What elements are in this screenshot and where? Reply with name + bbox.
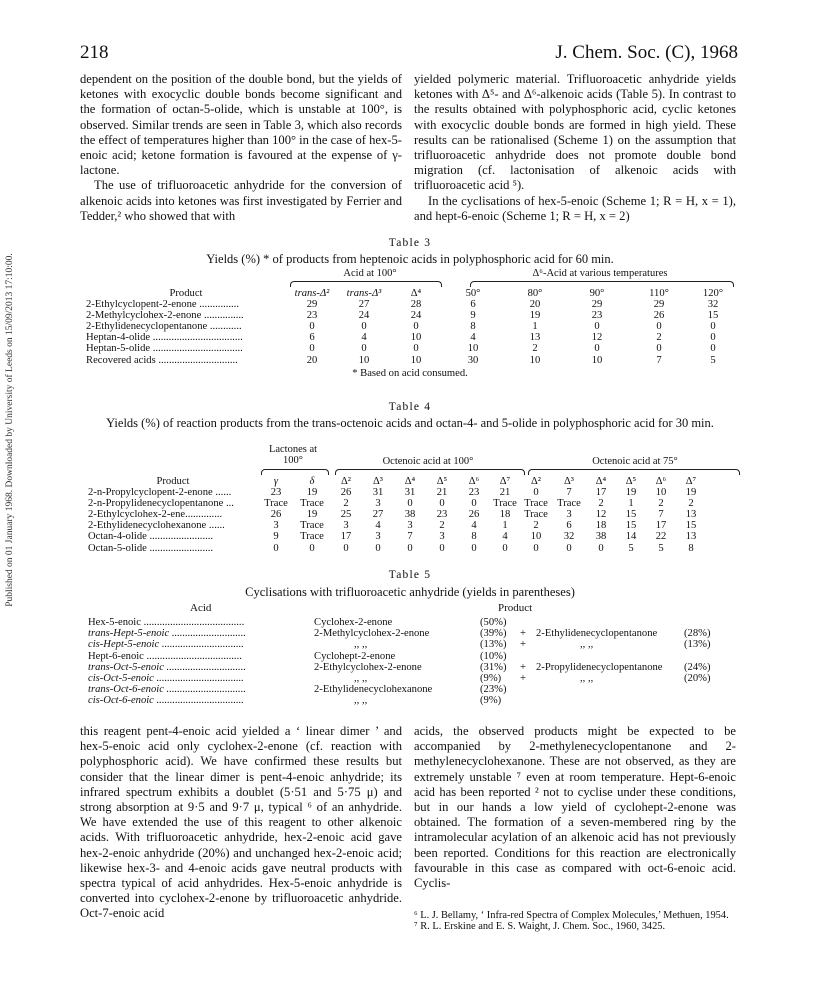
cell: 13 — [685, 531, 697, 543]
table5-product2: 2-Propylidenecyclopentanone — [536, 661, 663, 673]
cell: 3 — [439, 531, 445, 543]
table3-group-brace — [470, 281, 734, 287]
table5-acid: cis-Oct-5-enoic ................................. — [88, 672, 244, 684]
cell: 0 — [439, 542, 445, 554]
cell: 10 — [358, 354, 370, 366]
cell: 29 — [591, 299, 603, 311]
table3-caption: Yields (%) * of products from heptenoic acids in polyphosphoric acid for 60 min. — [206, 252, 614, 266]
cell: 21 — [436, 487, 448, 499]
header-cell: Δ⁴ — [595, 476, 607, 487]
table3 — [86, 288, 736, 366]
table4-group-brace — [528, 469, 740, 475]
table3-footnote: * Based on acid consumed. — [352, 368, 468, 379]
cell: 10 — [529, 354, 541, 366]
cell: 0 — [309, 542, 315, 554]
cell: 0 — [502, 542, 508, 554]
cell: 2 — [533, 520, 539, 532]
cell: 25 — [340, 509, 352, 521]
references — [414, 910, 736, 933]
cell: Octan-5-olide ........................ — [88, 542, 214, 554]
header-cell: Δ² — [531, 476, 541, 487]
cell: 29 — [306, 299, 318, 311]
cell: 0 — [656, 321, 662, 333]
cell: 3 — [343, 520, 349, 532]
header-cell: Δ⁶ — [655, 476, 667, 487]
table-row — [86, 355, 736, 366]
table5-acid: cis-Hept-5-enoic ............................... — [88, 639, 244, 651]
header-cell: Δ⁶ — [468, 476, 480, 487]
table5-product2 — [536, 617, 663, 628]
cell: 2 — [439, 520, 445, 532]
table5-product2 — [536, 684, 663, 695]
cell: 4 — [470, 332, 476, 344]
cell: 6 — [309, 332, 315, 344]
table-row — [86, 299, 736, 310]
header-cell: trans-Δ² — [294, 288, 330, 299]
paragraph: this reagent pent-4-enoic acid yielded a ‘ linear dimer ’ and hex-5-enoic acid only cyclohex-2-enone (cf. reaction with polyphosphoric acid). We have confirmed these results but consider that the linear dimer is pent-4-enoic anhydride; its infrared spectrum exhibits a doublet (5·51 and 5·75 μ) and strong absorption at 9·5 and 9·7 μ, typical ⁶ of an anhydride. We have extended the use of this reagent to other alkenoic acids. With trifluoroacetic anhydride, hex-2-enoic acid gave hex-2-enoic anhydride (20%) and unchanged hex-2-enoic acid; likewise hex-3- and 4-enoic acids gave neutral products with spectra typical of acid anhydrides. Hex-5-enoic anhydride is converted into cyclohex-2-enone by trifluoroacetic anhydride. Oct-7-enoic acid — [80, 724, 402, 921]
cell: 2-Ethylcyclohex-2-ene.............. — [88, 509, 223, 521]
table5-product: Cyclohept-2-enone — [314, 650, 396, 662]
cell: 4 — [361, 332, 367, 344]
cell: 7 — [407, 531, 413, 543]
table4-group-brace — [335, 469, 525, 475]
table5-acid: trans-Oct-6-enoic .............................. — [88, 684, 247, 696]
cell: 26 — [468, 509, 480, 521]
cell: 0 — [533, 487, 539, 499]
header-cell: Δ⁴ — [410, 288, 422, 299]
table5-yield: (23%) — [480, 684, 507, 696]
cell: 27 — [372, 509, 384, 521]
table5-yield: (31%) — [480, 661, 507, 673]
cell: 15 — [625, 509, 637, 521]
table5-plus: + — [520, 672, 526, 684]
cell: 22 — [655, 531, 667, 543]
table5-caption: Cyclisations with trifluoroacetic anhydride (yields in parentheses) — [245, 585, 575, 599]
table4-group-brace — [261, 469, 329, 475]
cell: 12 — [595, 509, 607, 521]
header-cell: Δ⁷ — [499, 476, 511, 487]
table3-label: Table 3 — [388, 237, 432, 249]
header-cell: δ — [309, 476, 315, 487]
header-cell: 120° — [702, 288, 724, 299]
cell: Trace — [557, 498, 581, 510]
cell: 6 — [470, 299, 476, 311]
cell: 0 — [439, 498, 445, 510]
cell: 4 — [375, 520, 381, 532]
table5-product2: ,, ,, — [580, 672, 594, 684]
cell: 23 — [306, 310, 318, 322]
cell: 0 — [407, 498, 413, 510]
cell: 0 — [594, 343, 600, 355]
cell: 19 — [625, 487, 637, 499]
cell: Recovered acids .............................. — [86, 354, 238, 366]
table5-product: Cyclohex-2-enone — [314, 617, 393, 628]
paragraph: yielded polymeric material. Trifluoroacetic anhydride yields ketones with Δ⁵- and Δ⁶-alkenoic acids (Table 5). In contrast to the results obtained with polyphosphoric acid, cyclic ketones with exocyclic double bonds are formed in high yield. These results can be rationalised (Scheme 1) on the assumption that trifluoroacetic anhydride does not promote double bond migration (cf. lactonisation of alkenoic acids with trifluoroacetic acid ⁵). — [414, 72, 736, 193]
cell: Heptan-4-olide .................................. — [86, 332, 243, 344]
cell: 0 — [471, 542, 477, 554]
table-row — [88, 487, 706, 498]
table5-product2 — [536, 651, 663, 662]
cell: 0 — [375, 542, 381, 554]
cell: 2 — [532, 343, 538, 355]
table5-product: ,, ,, — [354, 695, 368, 707]
cell: 0 — [361, 343, 367, 355]
table5-acid: Hex-5-enoic ...................................... — [88, 617, 245, 628]
header-cell: 110° — [649, 288, 669, 299]
table-row — [88, 531, 706, 542]
cell: 24 — [410, 310, 422, 322]
table4 — [88, 476, 706, 554]
cell: 3 — [566, 509, 572, 521]
table5-yield2: (13%) — [684, 639, 711, 651]
table5-product: 2-Methylcyclohex-2-enone — [314, 628, 430, 640]
table3-group-brace — [290, 281, 442, 287]
cell: 21 — [499, 487, 511, 499]
cell: 4 — [502, 531, 508, 543]
cell: 17 — [340, 531, 352, 543]
cell: 13 — [685, 509, 697, 521]
table4-caption: Yields (%) of reaction products from the trans-octenoic acids and octan-4- and 5-olide in polyphosphoric acid for 30 min. — [106, 416, 714, 430]
header-cell: Product — [156, 476, 190, 487]
cell: 27 — [358, 299, 370, 311]
header-cell: Δ² — [341, 476, 351, 487]
cell: 0 — [413, 321, 419, 333]
header-cell: Δ³ — [373, 476, 383, 487]
cell: Trace — [493, 498, 517, 510]
header-cell: 80° — [527, 288, 543, 299]
cell: 19 — [306, 509, 318, 521]
cell: 0 — [471, 498, 477, 510]
cell: 0 — [656, 343, 662, 355]
cell: 24 — [358, 310, 370, 322]
cell: 2 — [343, 498, 349, 510]
cell: 3 — [375, 531, 381, 543]
table3-header-row — [86, 288, 736, 299]
table5-product-column — [314, 617, 432, 707]
table4-group-lactones: Lactones at 100° — [268, 444, 318, 466]
header-cell: Δ⁵ — [625, 476, 637, 487]
table5-plus: + — [520, 661, 526, 673]
cell: 5 — [710, 354, 716, 366]
cell: 2 — [658, 498, 664, 510]
cell: 20 — [306, 354, 318, 366]
table-row — [86, 343, 736, 354]
table5-plus: + — [520, 628, 526, 640]
cell: 0 — [361, 321, 367, 333]
cell: 8 — [470, 321, 476, 333]
header-cell: Δ⁷ — [685, 476, 697, 487]
table3-group-temps: Δ⁶-Acid at various temperatures — [532, 268, 668, 279]
table5-yield2 — [684, 684, 710, 695]
cell: 5 — [628, 542, 634, 554]
header-cell: 50° — [465, 288, 481, 299]
cell: 38 — [404, 509, 416, 521]
table5-plus — [520, 695, 526, 706]
page-number: 218 — [80, 42, 109, 63]
table-row — [88, 498, 706, 509]
table4-header-row — [88, 476, 706, 487]
cell: 2 — [656, 332, 662, 344]
paragraph: The use of trifluoroacetic anhydride for the conversion of alkenoic acids into ketones was first investigated by Ferrier and Tedder,² who showed that with — [80, 178, 402, 223]
table5-acid-column — [88, 617, 246, 707]
cell: 2-Ethylidenecyclopentanone ............ — [86, 321, 242, 333]
table5-yield: (9%) — [480, 672, 502, 684]
cell: 20 — [529, 299, 541, 311]
table5-product: ,, ,, — [354, 639, 368, 651]
cell: 0 — [594, 321, 600, 333]
table5-acid: trans-Oct-5-enoic .............................. — [88, 661, 247, 673]
cell: 0 — [413, 343, 419, 355]
cell: 18 — [595, 520, 607, 532]
table-row — [88, 520, 706, 531]
cell: Trace — [300, 520, 324, 532]
table5-yield2: (24%) — [684, 661, 711, 673]
cell: 2-n-Propylidenecyclopentanone ... — [88, 498, 234, 510]
table5-yield2 — [684, 695, 710, 706]
cell: 0 — [710, 321, 716, 333]
cell: Octan-4-olide ........................ — [88, 531, 214, 543]
cell: 2 — [688, 498, 694, 510]
cell: 29 — [653, 299, 665, 311]
bottom-left-column — [80, 724, 402, 922]
paragraph: dependent on the position of the double bond, but the yields of ketones with exocyclic double bonds become significant and the formation of octan-5-olide, which is unstable at 100°, is observed. Similar trends are seen in Table 3, which also records the effect of temperatures higher than 100° in the case of hex-5-enoic acid; ketone formation is favoured at the expense of γ-lactone. — [80, 72, 402, 178]
cell: Trace — [524, 498, 548, 510]
table-row — [88, 509, 706, 520]
cell: 23 — [436, 509, 448, 521]
table5-plus — [520, 651, 526, 662]
cell: 2-Ethylcyclopent-2-enone ............... — [86, 299, 239, 311]
reference: ⁶ L. J. Bellamy, ‘ Infra-red Spectra of Complex Molecules,’ Methuen, 1954. — [414, 910, 729, 921]
table5-plus: + — [520, 639, 526, 651]
cell: 0 — [407, 542, 413, 554]
cell: 10 — [410, 332, 422, 344]
cell: Trace — [300, 498, 324, 510]
table5-yield: (10%) — [480, 650, 507, 662]
top-left-column — [80, 72, 402, 224]
cell: 4 — [471, 520, 477, 532]
cell: 0 — [309, 321, 315, 333]
cell: 17 — [595, 487, 607, 499]
cell: 19 — [306, 487, 318, 499]
cell: 9 — [273, 531, 279, 543]
cell: 0 — [309, 343, 315, 355]
cell: 0 — [343, 542, 349, 554]
cell: 38 — [595, 531, 607, 543]
cell: 0 — [533, 542, 539, 554]
cell: 15 — [625, 520, 637, 532]
table5-acid: Hept-6-enoic .................................... — [88, 650, 242, 662]
table5-yield2-column — [684, 617, 710, 707]
cell: 28 — [410, 299, 422, 311]
cell: 9 — [470, 310, 476, 322]
cell: 32 — [707, 299, 719, 311]
table4-label: Table 4 — [388, 401, 432, 413]
paragraph: In the cyclisations of hex-5-enoic (Scheme 1; R = H, x = 1), and hept-6-enoic (Scheme 1; R = H, x = 2) — [414, 193, 736, 223]
cell: 23 — [591, 310, 603, 322]
cell: 7 — [566, 487, 572, 499]
table5-plus — [520, 617, 526, 628]
cell: 30 — [467, 354, 479, 366]
cell: 15 — [707, 310, 719, 322]
cell: Heptan-5-olide .................................. — [86, 343, 243, 355]
table5-yield2: (28%) — [684, 628, 711, 640]
cell: 1 — [628, 498, 634, 510]
reference: ⁷ R. L. Erskine and E. S. Waight, J. Chem. Soc., 1960, 3425. — [414, 921, 666, 933]
cell: 1 — [532, 321, 538, 333]
bottom-right-column — [414, 724, 736, 891]
cell: 2-Methylcyclohex-2-enone ............... — [86, 310, 244, 322]
cell: 8 — [688, 542, 694, 554]
cell: 0 — [710, 332, 716, 344]
table5-yield: (13%) — [480, 639, 507, 651]
table5-yield: (9%) — [480, 695, 502, 707]
table5-acid: cis-Oct-6-enoic ................................. — [88, 695, 244, 707]
table5-product2-column — [536, 617, 663, 707]
cell: 5 — [658, 542, 664, 554]
table5-product: 2-Ethylcyclohex-2-enone — [314, 661, 422, 673]
cell: 17 — [655, 520, 667, 532]
cell: 31 — [372, 487, 384, 499]
cell: 13 — [529, 332, 541, 344]
cell: 7 — [656, 354, 662, 366]
cell: Trace — [264, 498, 288, 510]
cell: 19 — [529, 310, 541, 322]
table5-product: ,, ,, — [354, 672, 368, 684]
cell: 0 — [273, 542, 279, 554]
table-row — [86, 321, 736, 332]
table5-yield: (50%) — [480, 617, 507, 628]
cell: 3 — [407, 520, 413, 532]
paragraph: acids, the observed products might be expected to be accompanied by 2-methylenecyclopentanone and 2-methylenecyclohexanone. These are not observed, as they are extremely unstable ⁷ even at room temperature. Hept-6-enoic acid has been reported ² not to cyclise under these conditions, but in our hands a low yield of cyclohept-2-enone was obtained. The formation of a seven-membered ring by the intramolecular acylation of an alkenoic acid has not previously been reported. Conditions for this reaction are electronically favourable in this case as compared with oct-6-enoic acid. Cyclis- — [414, 724, 736, 891]
cell: 3 — [273, 520, 279, 532]
table-row — [86, 332, 736, 343]
table5-plus-column — [520, 617, 526, 707]
cell: 26 — [270, 509, 282, 521]
cell: 18 — [499, 509, 511, 521]
download-watermark: Published on 01 January 1968. Downloaded by University of Leeds on 15/09/2013 17:10:00. — [5, 253, 15, 607]
cell: 14 — [625, 531, 637, 543]
cell: 10 — [655, 487, 667, 499]
cell: 32 — [563, 531, 575, 543]
cell: 2 — [598, 498, 604, 510]
header-cell: γ — [273, 476, 279, 487]
table-row — [86, 310, 736, 321]
header-cell: Δ⁵ — [436, 476, 448, 487]
table5-product2: ,, ,, — [580, 639, 594, 651]
cell: 6 — [566, 520, 572, 532]
cell: 26 — [340, 487, 352, 499]
table4-group-100: Octenoic acid at 100° — [382, 456, 474, 467]
table4-group-75: Octenoic acid at 75° — [592, 456, 678, 467]
cell: Trace — [524, 509, 548, 521]
cell: 0 — [566, 542, 572, 554]
table5-yield2 — [684, 617, 710, 628]
cell: 3 — [375, 498, 381, 510]
cell: 0 — [710, 343, 716, 355]
cell: 7 — [658, 509, 664, 521]
header-cell: 90° — [589, 288, 605, 299]
table5-product2 — [536, 695, 663, 706]
cell: 26 — [653, 310, 665, 322]
cell: 2-n-Propylcyclopent-2-enone ...... — [88, 487, 232, 499]
table5-product-header: Product — [498, 602, 533, 614]
table5-yield2 — [684, 651, 710, 662]
cell: 10 — [410, 354, 422, 366]
cell: 8 — [471, 531, 477, 543]
table5-yield: (39%) — [480, 628, 507, 640]
table5-plus — [520, 684, 526, 695]
cell: 15 — [685, 520, 697, 532]
header-cell: Product — [169, 288, 203, 299]
table5-product2: 2-Ethylidenecyclopentanone — [536, 628, 658, 640]
table-row — [88, 543, 706, 554]
cell: Trace — [300, 531, 324, 543]
cell: 12 — [591, 332, 603, 344]
top-right-column — [414, 72, 736, 224]
header-cell: trans-Δ³ — [346, 288, 382, 299]
cell: 10 — [591, 354, 603, 366]
cell: 2-Ethylidenecyclohexanone ...... — [88, 520, 225, 532]
cell: 23 — [468, 487, 480, 499]
cell: 10 — [530, 531, 542, 543]
table5-yield-column — [480, 617, 506, 707]
table5-acid: trans-Hept-5-enoic ............................ — [88, 628, 247, 640]
cell: 19 — [685, 487, 697, 499]
cell: 0 — [598, 542, 604, 554]
cell: 23 — [270, 487, 282, 499]
cell: 1 — [502, 520, 508, 532]
table5-yield2: (20%) — [684, 672, 711, 684]
table3-group-acid100: Acid at 100° — [343, 268, 397, 279]
table5-label: Table 5 — [388, 569, 432, 581]
cell: 31 — [404, 487, 416, 499]
table5-acid-header: Acid — [190, 602, 212, 614]
cell: 10 — [467, 343, 479, 355]
header-cell: Δ⁴ — [404, 476, 416, 487]
journal-header: J. Chem. Soc. (C), 1968 — [555, 42, 738, 63]
header-cell: Δ³ — [564, 476, 574, 487]
table5-product: 2-Ethylidenecyclohexanone — [314, 684, 433, 696]
